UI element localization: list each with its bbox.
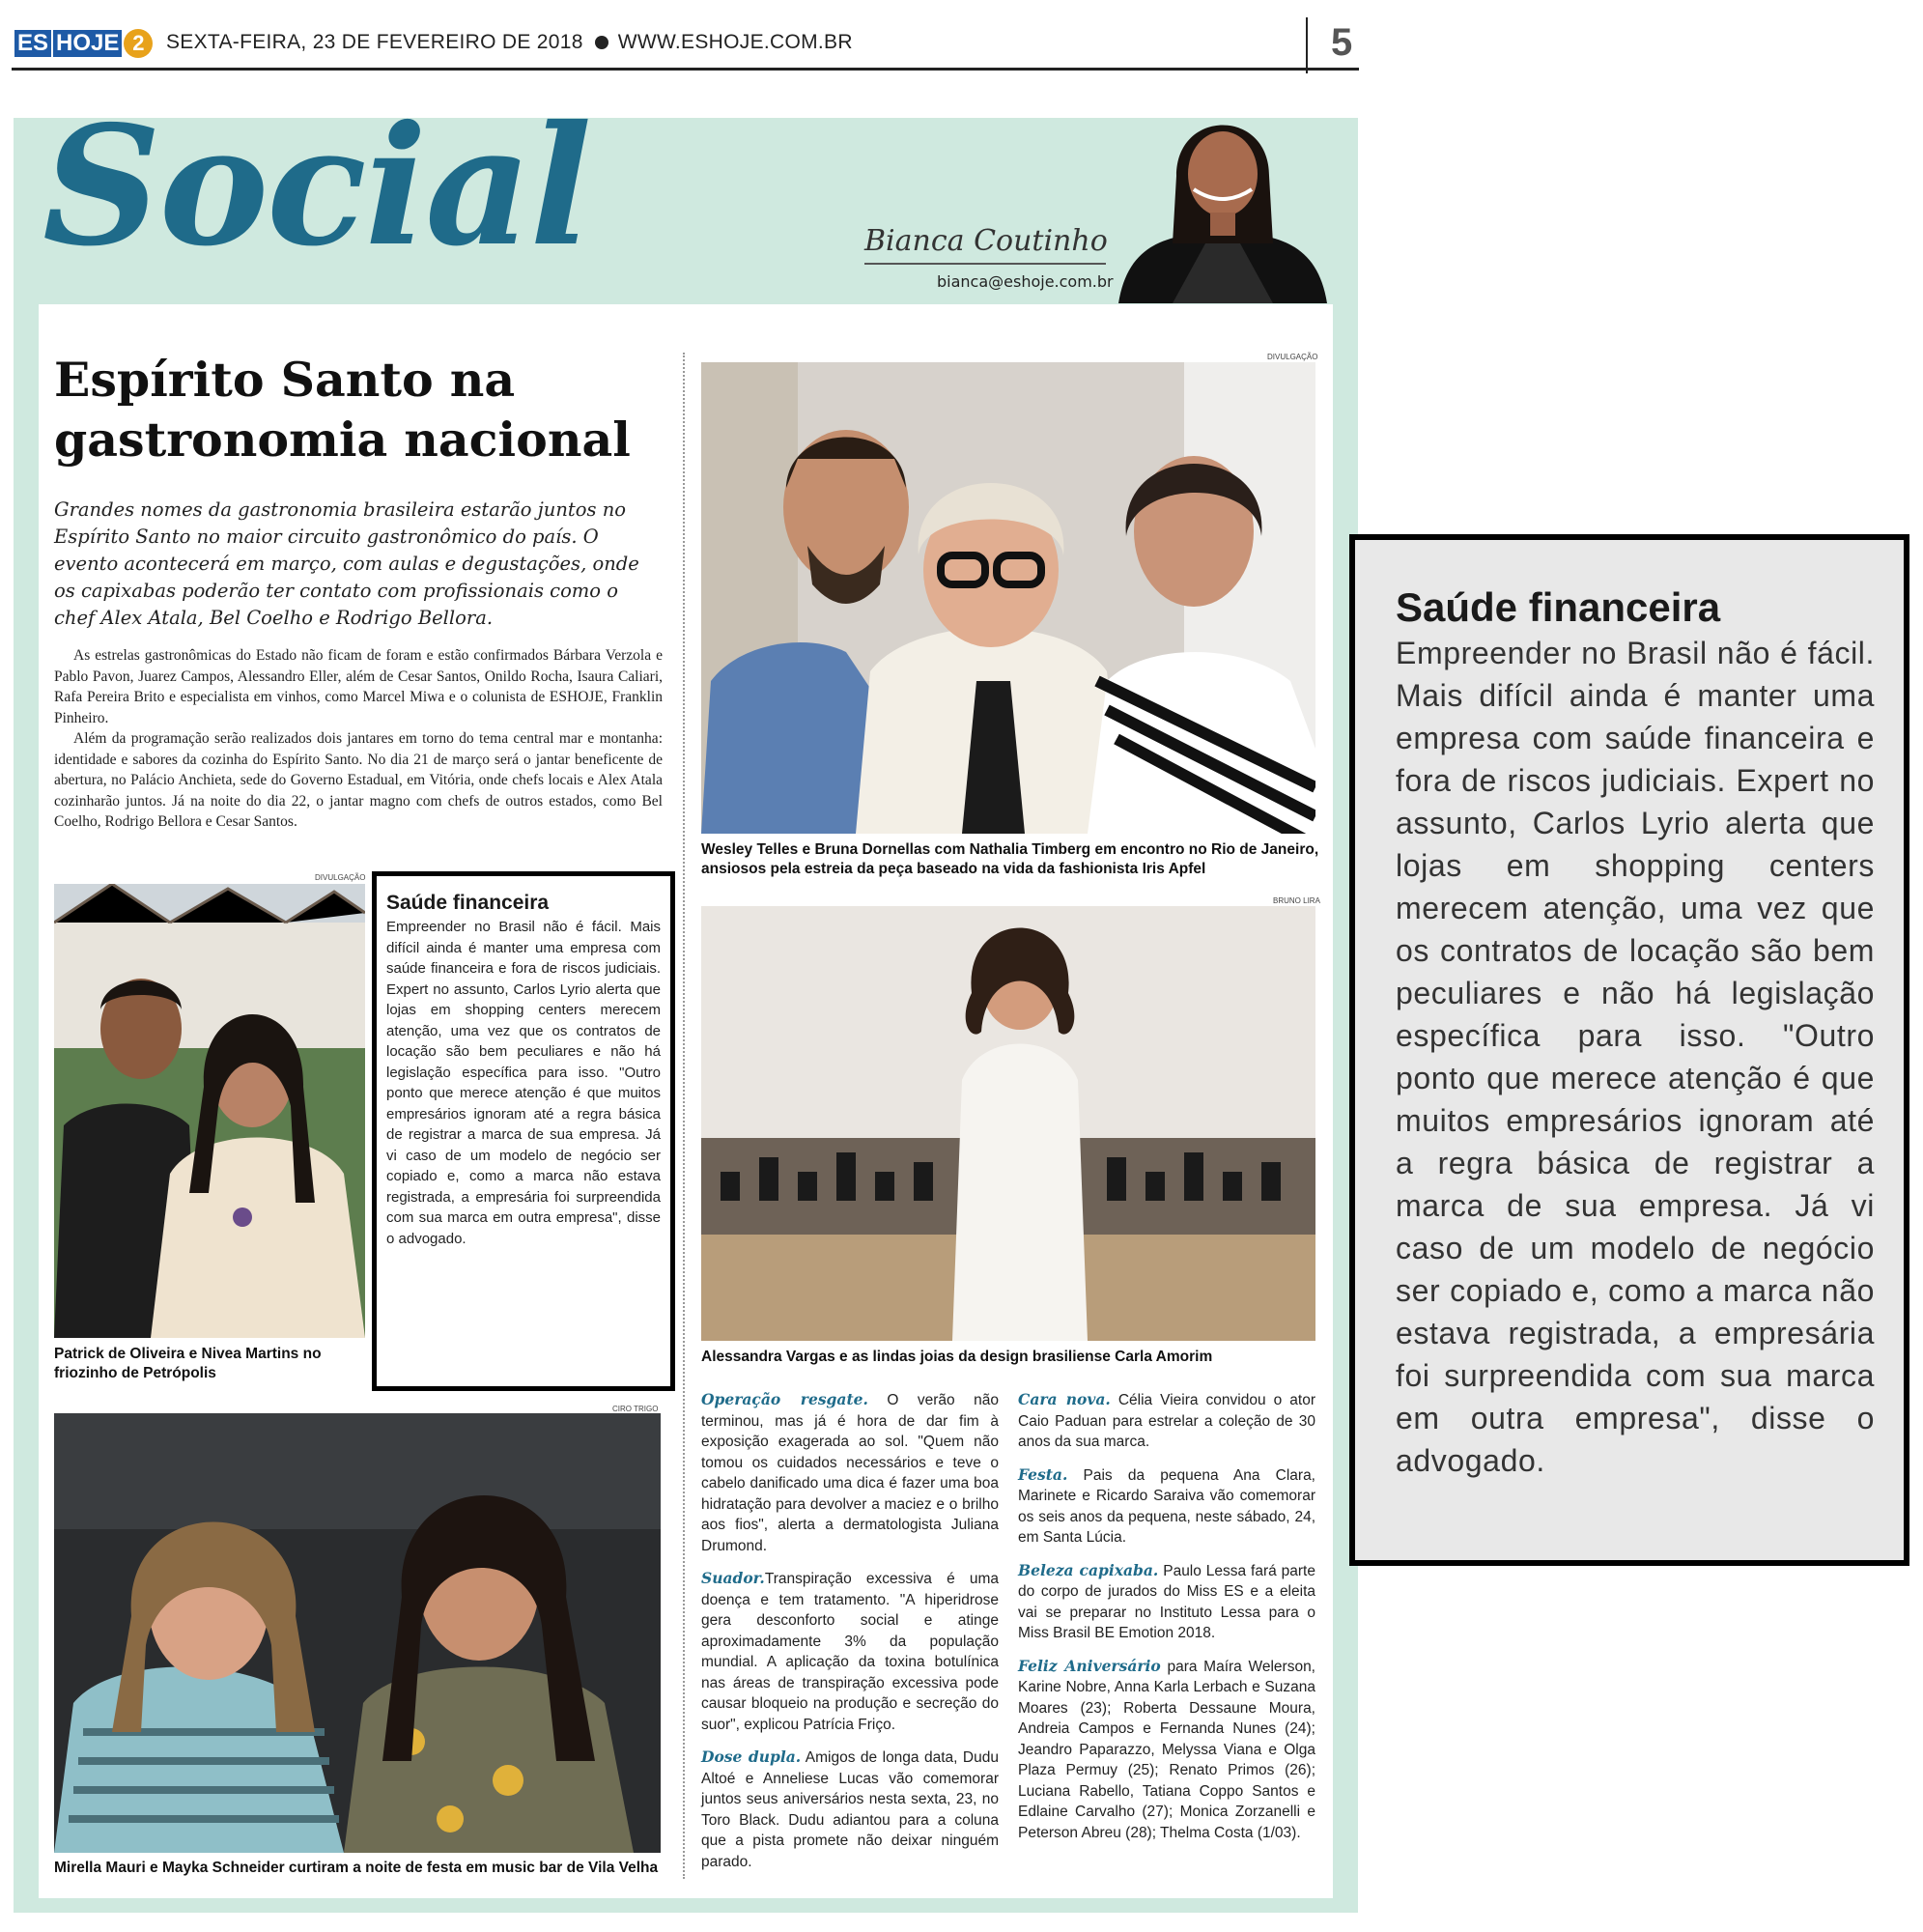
box-title: Saúde financeira (1396, 584, 1721, 630)
header-rule (12, 68, 1359, 71)
photo-caption: Mirella Mauri e Mayka Schneider curtiram a noite de festa em music bar de Vila Velha (54, 1860, 659, 1876)
sidebar-box-zoomed (1349, 534, 1909, 1566)
photo-two-women (54, 1413, 661, 1853)
page-number: 5 (1331, 21, 1353, 64)
photo-caption: Wesley Telles e Bruna Dornellas com Nathalia Timberg em encontro no Rio de Janeiro, ansiosos pela estreia da peça baseado na vida da fashionista Iris Apfel (701, 841, 1319, 877)
box-body: Empreender no Brasil não é fácil. Mais difícil ainda é manter uma empresa com saúde financeira e fora de riscos judiciais. Expert no assunto, Carlos Lyrio alerta que lojas em shopping centers merecem atenção, uma vez que os contratos de locação são bem peculiares e não há legislação específica para isso. "Outro ponto que merece atenção é que muitos empresários ignoram até a regra básica de registrar a marca de sua empresa. Já vi caso de um modelo de negócio ser copiado e, como a marca não estava registrada, a empresária foi surpreendida com sua marca em outra empresa", disse o advogado. (386, 919, 661, 1247)
columnist-name: Bianca Coutinho (864, 224, 1108, 258)
headline-line-2: gastronomia nacional (54, 412, 631, 468)
sidebar-box-small (372, 871, 675, 1391)
note-item (701, 1568, 999, 1735)
note-lead: Dose dupla. (701, 1747, 802, 1766)
notes-column-right (1018, 1389, 1315, 1855)
notes-column-left (701, 1389, 999, 1884)
section-title: Social (42, 90, 590, 283)
header-site: WWW.ESHOJE.COM.BR (617, 31, 853, 53)
note-text: Pais da pequena Ana Clara, Marinete e Ricardo Saraiva vão comemorar os seis anos da pequena, neste sábado, 24, em Santa Lúcia. (1018, 1466, 1315, 1546)
column-divider (683, 353, 685, 1879)
article-paragraph: Além da programação serão realizados dois jantares em torno do tema central mar e montanha: identidade e sabores da cozinha do Espírito Santo. No dia 21 de março será o jantar beneficente de abertura, no Palácio Anchieta, sede do Governo Estadual, em Vitória, onde chefs locais e Alex Atala cozinharão juntos. Já na noite do dia 22, o jantar magno com chefs de outros estados, como Bel Coelho, Rodrigo Bellora e Cesar Santos. (54, 730, 663, 830)
note-text: O verão não terminou, mas já é hora de dar fim à exposição exagerada ao sol. "Quem não tomou os cuidados necessários e teve o cabelo danificado uma dica é fazer uma boa hidratação para devolver a maciez e o brilho aos fios", alerta a dermatologista Juliana Drumond. (701, 1392, 999, 1554)
photo-caption: Alessandra Vargas e as lindas joias da design brasiliense Carla Amorim (701, 1349, 1213, 1365)
columnist-email: bianca@eshoje.com.br (937, 272, 1114, 291)
columnist-photo (1109, 89, 1337, 303)
article-paragraph: As estrelas gastronômicas do Estado não ficam de foram e estão confirmados Bárbara Verzola e Pablo Pavon, Juarez Campos, Alessandro Eller, além de Cesar Santos, Onildo Rocha, Isaura Caliari, Rafa Pereira Brito e especialista em vinhos, como Marcel Miwa e o colunista de ESHOJE, Franklin Pinheiro. (54, 647, 663, 726)
note-item (701, 1389, 999, 1556)
header-dateline (166, 31, 853, 54)
newspaper-logo (14, 29, 153, 58)
photo-credit: BRUNO LIRA (1273, 896, 1320, 905)
note-item (1018, 1656, 1315, 1844)
article-deck: Grandes nomes da gastronomia brasileira estarão juntos no Espírito Santo no maior circuito gastronômico do país. O evento acontecerá em março, com aulas e degustações, onde os capixabas poderão ter contato com profissionais como o chef Alex Atala, Bel Coelho e Rodrigo Bellora. (54, 498, 639, 629)
note-text: Transpiração excessiva é uma doença e tem tratamento. "A hiperidrose gera desconforto social e atinge aproximadamente 3% da população mundial. A aplicação da toxina botulínica nas áreas de transpiração excessiva pode causar bloqueio na produção e secreção do suor", explicou Patrícia Friço. (701, 1571, 999, 1733)
note-lead: Beleza capixaba. (1018, 1560, 1159, 1579)
note-lead: Feliz Aniversário (1018, 1656, 1161, 1675)
author-rule (864, 263, 1106, 265)
note-text: Célia Vieira convidou o ator Caio Paduan para estrelar a coleção de 30 anos da sua marca. (1018, 1392, 1316, 1450)
note-item (701, 1747, 999, 1872)
article-headline (54, 350, 663, 469)
note-text: para Maíra Welerson, Karine Nobre, Anna Karla Lerbach e Suzana Moares (23); Roberta Dessaune Moura, Andreia Campos e Fernanda Nunes (24); Jeandro Paparazzo, Melyssa Viana e Olga Plaza Permuy (25); Renato Primos (26); Luciana Rabello, Tatiana Coppo Santos e Edlaine Carvalho (27); Monica Zorzanelli e Peterson Abreu (28); Thelma Costa (1/03). (1018, 1658, 1315, 1841)
photo-trio (701, 362, 1315, 834)
photo-credit: DIVULGAÇÃO (1267, 353, 1318, 361)
note-lead: Operação resgate. (701, 1390, 868, 1408)
note-item (1018, 1389, 1315, 1453)
header-separator (1306, 17, 1308, 73)
photo-caption: Patrick de Oliveira e Nivea Martins no friozinho de Petrópolis (54, 1346, 322, 1381)
note-item (1018, 1464, 1315, 1548)
photo-jewelry (701, 906, 1315, 1341)
headline-line-1: Espírito Santo na (54, 352, 516, 408)
note-lead: Festa. (1018, 1464, 1068, 1484)
note-lead: Cara nova. (1018, 1390, 1111, 1408)
logo-hoje: HOJE (53, 30, 122, 57)
bullet-icon (595, 36, 608, 49)
note-text: Paulo Lessa fará parte do corpo de jurados do Miss ES e a eleita vai se preparar no Instituto Lessa para o Miss Brasil BE Emotion 2018. (1018, 1562, 1315, 1641)
article-body (54, 645, 663, 833)
photo-credit: DIVULGAÇÃO (315, 873, 366, 882)
note-text: Amigos de longa data, Dudu Altoé e Anneliese Lucas vão comemorar juntos seus aniversários nesta sexta, 23, no Toro Black. Dudu adiantou para a coluna que a pista promete não deixar ninguém parado. (701, 1749, 999, 1870)
photo-couple (54, 884, 365, 1338)
box-body: Empreender no Brasil não é fácil. Mais difícil ainda é manter uma empresa com saúde financeira e fora de riscos judiciais. Expert no assunto, Carlos Lyrio alerta que lojas em shopping centers merecem atenção, uma vez que os contratos de locação são bem peculiares e não há legislação específica para isso. "Outro ponto que merece atenção é que muitos empresários ignoram até a regra básica de registrar a marca de sua empresa. Já vi caso de um modelo de negócio ser copiado e, como a marca não estava registrada, a empresária foi surpreendida com sua marca em outra empresa", disse o advogado. (1396, 636, 1875, 1478)
photo-credit: CIRO TRIGO (612, 1405, 659, 1413)
note-item (1018, 1560, 1315, 1644)
note-lead: Suador. (701, 1569, 765, 1587)
logo-number: 2 (124, 29, 153, 58)
logo-es: ES (14, 30, 51, 57)
box-title: Saúde financeira (386, 892, 550, 914)
header-date: SEXTA-FEIRA, 23 DE FEVEREIRO DE 2018 (166, 31, 583, 53)
